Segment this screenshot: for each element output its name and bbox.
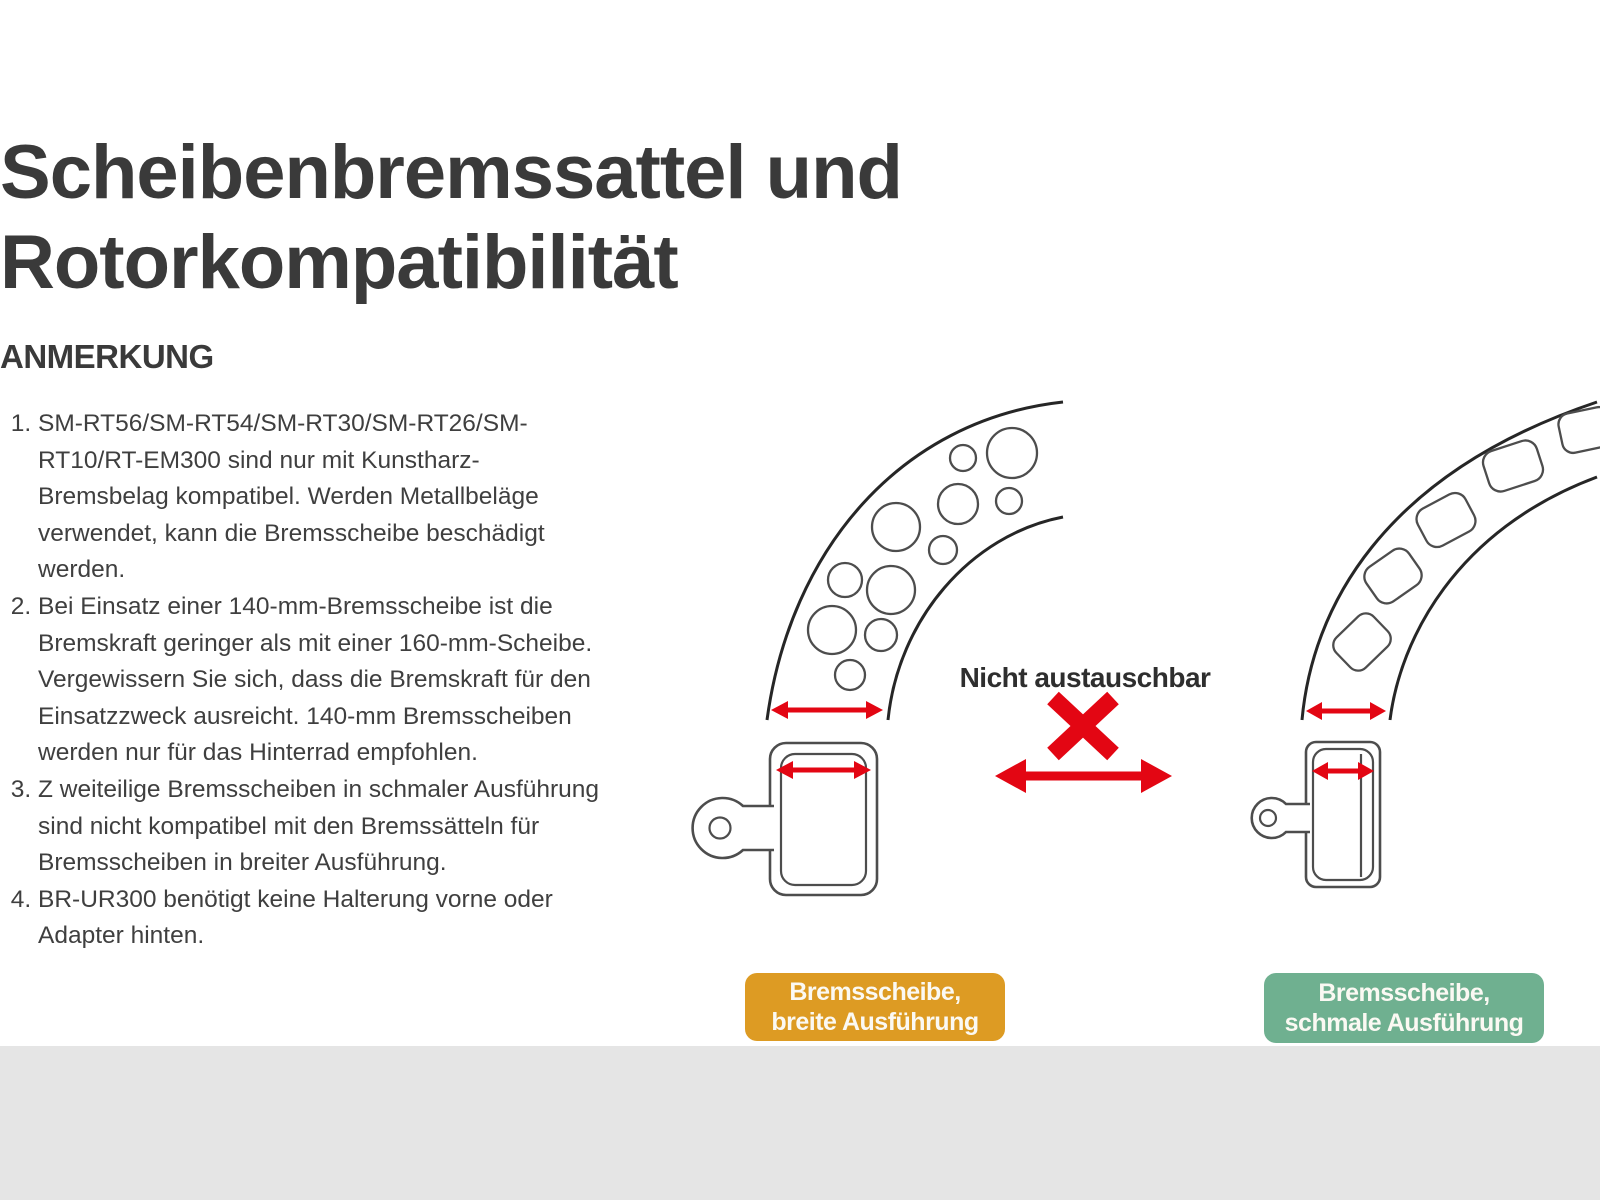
page-title — [0, 128, 1000, 308]
pad-mount-tab — [693, 798, 774, 858]
narrow-rotor-holes — [1329, 405, 1600, 675]
rotor-hole — [828, 563, 862, 597]
note-item: 2. Bei Einsatz einer 140-mm-Bremsscheibe ist die Bremskraft geringer als mit einer 160-mm-Scheibe. Vergewissern Sie sich, dass die Bremskraft für den Einsatzzweck ausreicht. 140-mm Bremsscheiben werden nur für das Hinterrad empfohlen. — [38, 589, 610, 772]
x-icon — [1053, 698, 1113, 754]
narrow-rotor-width-arrow-icon — [1306, 702, 1386, 720]
arrow-head-right — [1370, 702, 1386, 720]
wide-rotor-badge-line2: breite Ausführung — [771, 1008, 979, 1036]
footer-band — [0, 1046, 1600, 1200]
rotor-slot — [1360, 544, 1427, 608]
narrow-rotor-badge-line2: schmale Ausführung — [1284, 1009, 1524, 1037]
narrow-rotor-badge-line1: Bremsscheibe, — [1318, 979, 1490, 1007]
rotor-slot — [1480, 437, 1546, 494]
page-title-line2: Rotorkompatibilität — [0, 220, 678, 305]
rotor-hole — [996, 488, 1022, 514]
not-interchangeable-label: Nicht austauschbar — [959, 662, 1211, 693]
narrow-brake-pad-illustration — [1252, 742, 1380, 887]
compatibility-diagram — [640, 380, 1600, 940]
wide-rotor-holes — [808, 428, 1037, 690]
page-title-line1: Scheibenbremssattel und — [0, 130, 902, 215]
narrow-rotor-badge — [1264, 973, 1544, 1043]
rotor-slot — [1412, 489, 1479, 551]
wide-rotor-badge — [745, 973, 1005, 1041]
arrow-head-left — [771, 701, 788, 719]
exchange-arrow-icon — [995, 759, 1172, 793]
note-item: 3. Z weiteilige Bremsscheiben in schmaler Ausführung sind nicht kompatibel mit den Bremssätteln für Bremsscheiben in breiter Ausführung. — [38, 772, 610, 882]
pad-outline — [1306, 742, 1380, 887]
narrow-rotor-inner-edge — [1390, 477, 1597, 720]
rotor-hole — [865, 619, 897, 651]
section-heading: ANMERKUNG — [0, 338, 214, 375]
wide-brake-pad-illustration — [693, 743, 877, 895]
arrow-head-left — [1306, 702, 1322, 720]
rotor-hole — [867, 566, 915, 614]
note-item: 1. SM-RT56/SM-RT54/SM-RT30/SM-RT26/SM-RT10/RT-EM300 sind nur mit Kunstharz-Bremsbelag kompatibel. Werden Metallbeläge verwendet, kann die Bremsscheibe beschädigt werden. — [38, 406, 610, 589]
narrow-rotor-outer-edge — [1302, 402, 1597, 720]
arrow-head-right — [1141, 759, 1172, 793]
rotor-hole — [835, 660, 865, 690]
rotor-hole — [950, 445, 976, 471]
not-interchangeable-icon-group — [995, 698, 1172, 793]
rotor-slot — [1329, 609, 1396, 675]
rotor-hole — [808, 606, 856, 654]
wide-rotor-width-arrow-icon — [771, 701, 883, 719]
wide-rotor-badge-line1: Bremsscheibe, — [789, 978, 961, 1006]
rotor-slot — [1556, 405, 1600, 455]
note-item: 4. BR-UR300 benötigt keine Halterung vorne oder Adapter hinten. — [38, 882, 610, 955]
rotor-hole — [938, 484, 978, 524]
rotor-hole — [929, 536, 957, 564]
arrow-head-right — [866, 701, 883, 719]
rotor-hole — [987, 428, 1037, 478]
arrow-head-left — [995, 759, 1026, 793]
notes-list — [0, 406, 610, 955]
rotor-hole — [872, 503, 920, 551]
narrow-rotor-illustration — [1302, 402, 1600, 720]
